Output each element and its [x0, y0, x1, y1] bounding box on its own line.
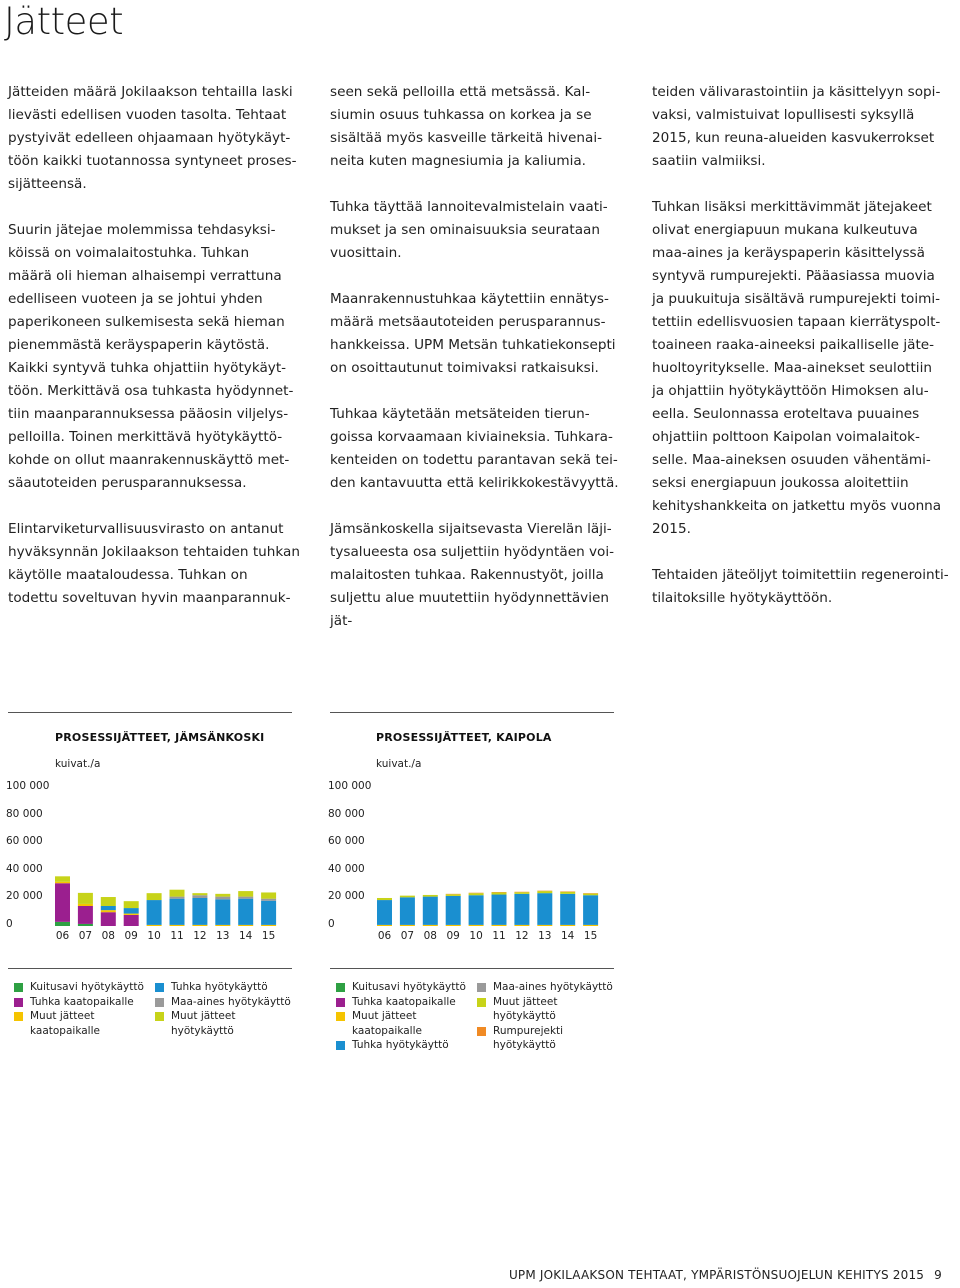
legend-item: [155, 980, 291, 995]
y-tick-label: 20 000: [6, 890, 43, 903]
paragraph: Suurin jätejae molemmissa tehdasyksi- köissä on voimalaitostuhka. Tuhkan määrä oli hieman alhaisempi verrattuna edelliseen vuoteen ja se johtui yhden paperikoneen sulkemisesta sekä hieman pienemmästä keräyspaperin käytöstä. Kaikki syntyvä tuhka ohjattiin hyötykäyt- töön. Merkittävä osa tuhkasta hyödynnet- tiin maanparannuksessa pääosin viljelys- pelloilla. Toinen merkittävä hyötykäyttö- kohde on ollut maanrakennuskäyttö met- säautoteiden perusparannuksessa.: [8, 222, 294, 491]
legend-swatch: [155, 1012, 164, 1021]
bar-segment: [170, 897, 185, 899]
text-column-3: [652, 81, 952, 633]
legend-label: Kuitusavi hyötykäyttö: [352, 981, 466, 993]
legend-swatch: [336, 1041, 345, 1050]
legend-label: Muut jätteet hyötykäyttö: [493, 995, 558, 1022]
text-column-2: [330, 81, 622, 656]
bar-segment: [261, 899, 276, 901]
bar-segment: [78, 906, 93, 924]
legend-label: Rumpurejekti hyötykäyttö: [493, 1024, 564, 1051]
bar-segment: [423, 925, 438, 926]
bar-segment: [492, 925, 507, 926]
bar-segment: [377, 925, 392, 926]
bar-segment: [192, 898, 207, 925]
x-tick-label: 10: [147, 930, 161, 942]
legend-item: [336, 980, 466, 995]
bar-segment: [78, 893, 93, 904]
bar-segment: [192, 895, 207, 898]
paragraph: Jätteiden määrä Jokilaakson tehtailla laski lievästi edellisen vuoden tasolta. Tehtaat pystyivät edelleen ohjaamaan hyötykäyt- töön kaikki tuotannossa syntyneet proses- sijätteensä.: [8, 84, 297, 192]
legend-label: Maa-aines hyötykäyttö: [493, 981, 613, 993]
bar-segment: [101, 897, 116, 906]
legend-item: [477, 995, 613, 1024]
bar-segment: [514, 894, 529, 925]
bar-segment: [400, 897, 415, 925]
bar-segment: [78, 904, 93, 906]
x-tick-label: 09: [124, 930, 138, 942]
bar-segment: [261, 901, 276, 925]
legend-jamsankoski-left: [14, 980, 144, 1038]
x-tick-label: 11: [170, 930, 184, 942]
legend-item: [155, 1009, 291, 1038]
paragraph: Tuhkan lisäksi merkittävimmät jätejakeet olivat energiapuun mukana kulkeutuva maa-aines ja keräyspaperin käsittelyssä syntyvä rumpurejekti. Pääasiassa muovia ja puukuituja sisältävä rumpurejekti toimi- tettiin edellisvuosien tapaan kierrätyspolt- toaineen raaka-aineeksi paikalliselle jäte- huoltoyritykselle. Maa-ainekset seulottiin ja ohjattiin hyötykäyttöön Himoksen alu- eella. Seulonnassa eroteltava puuaines ohjattiin polttoon Kaipolan voimalaitok- selle. Maa-aineksen osuuden vähentämi- seksi energiapuun joukossa aloitettiin kehityshankkeita on jatkettu myös vuonna 2015.: [652, 199, 942, 537]
bar-segment: [170, 899, 185, 925]
x-tick-label: 09: [446, 930, 460, 942]
bar-segment: [78, 924, 93, 926]
y-tick-label: 80 000: [328, 807, 365, 820]
legend-label: Muut jätteet hyötykäyttö: [171, 1010, 236, 1037]
y-tick-label: 60 000: [6, 835, 43, 848]
bar-segment: [446, 894, 461, 896]
paragraph: teiden välivarastointiin ja käsittelyyn sopi- vaksi, valmistuivat lopullisesti syksyllä 2015, kun reuna-alueiden kasvukerrokset saatiin valmiiksi.: [652, 84, 941, 169]
chart-unit-label: kuivat./a: [376, 758, 422, 770]
legend-swatch: [336, 983, 345, 992]
legend-label: Maa-aines hyötykäyttö: [171, 995, 291, 1008]
legend-swatch: [14, 998, 23, 1007]
legend-item: [336, 995, 466, 1010]
bar-segment: [261, 925, 276, 926]
legend-label: Muut jätteet kaatopaikalle: [352, 1010, 422, 1037]
legend-swatch: [336, 1012, 345, 1021]
chart-divider: [8, 712, 292, 713]
bar-segment: [377, 900, 392, 925]
legend-swatch: [14, 1012, 23, 1021]
legend-item: [14, 1009, 144, 1038]
bar-segment: [400, 925, 415, 926]
paragraph: Jämsänkoskella sijaitsevasta Vierelän läji- tysalueesta osa suljettiin hyödyntäen voi- malaitosten tuhkaa. Rakennustyöt, joilla suljettu alue muutettiin hyödynnettävien jät-: [330, 521, 615, 629]
bar-segment: [560, 925, 575, 926]
x-tick-label: 10: [469, 930, 483, 942]
paragraph: Tuhka täyttää lannoitevalmistelain vaati- mukset ja sen ominaisuuksia seurataan vuosittain.: [330, 199, 608, 261]
bar-segment: [514, 925, 529, 926]
bar-segment: [423, 897, 438, 925]
paragraph: Elintarviketurvallisuusvirasto on antanut hyväksynnän Jokilaakson tehtaiden tuhkan käytölle maataloudessa. Tuhkan on todettu soveltuvan hyvin maanparannuk-: [8, 521, 300, 606]
y-tick-label: 0: [6, 918, 13, 930]
x-tick-label: 14: [561, 930, 575, 942]
bar-segment: [583, 925, 598, 926]
bar-segment: [537, 891, 552, 893]
bar-segment: [215, 894, 230, 897]
legend-label: Tuhka kaatopaikalle: [352, 995, 456, 1008]
x-tick-label: 13: [538, 930, 552, 942]
y-tick-label: 60 000: [328, 835, 365, 848]
paragraph: Tuhkaa käytetään metsäteiden tierun- goissa korvaamaan kiviaineksia. Tuhkara- kenteiden on todettu parantavan sekä tei- den kantavuutta että kelirikkokestävyyttä.: [330, 406, 619, 491]
bar-segment: [124, 901, 139, 908]
bar-segment: [514, 892, 529, 894]
text-column-1: [8, 81, 308, 633]
bar-segment: [238, 897, 253, 899]
bar-segment: [215, 897, 230, 900]
y-tick-label: 100 000: [6, 780, 50, 792]
bar-segment: [192, 925, 207, 926]
y-tick-label: 100 000: [328, 780, 372, 792]
bar-segment: [215, 925, 230, 926]
bar-segment: [192, 893, 207, 895]
bar-segment: [469, 925, 484, 926]
bar-segment: [537, 925, 552, 926]
x-tick-label: 08: [423, 930, 437, 942]
legend-item: [14, 980, 144, 995]
bar-segment: [170, 925, 185, 926]
y-tick-label: 40 000: [6, 862, 43, 875]
paragraph: seen sekä pelloilla että metsässä. Kal- siumin osuus tuhkassa on korkea ja se sisältää myös kasveille tärkeitä hivenai- neita kuten magnesiumia ja kaliumia.: [330, 84, 603, 169]
y-tick-label: 40 000: [328, 862, 365, 875]
bar-segment: [170, 890, 185, 897]
bar-segment: [101, 912, 116, 926]
bar-segment: [124, 915, 139, 926]
x-tick-label: 15: [583, 930, 598, 942]
legend-label: Kuitusavi hyötykäyttö: [30, 981, 144, 993]
bar-segment: [423, 895, 438, 897]
bar-segment: [492, 892, 507, 894]
legend-swatch: [477, 983, 486, 992]
bar-segment: [215, 899, 230, 925]
x-tick-label: 06: [377, 930, 392, 942]
x-tick-label: 11: [492, 930, 506, 942]
bar-segment: [537, 893, 552, 925]
bar-segment: [400, 896, 415, 898]
bar-segment: [238, 891, 253, 897]
legend-label: Tuhka kaatopaikalle: [30, 995, 134, 1008]
bar-segment: [446, 925, 461, 926]
x-tick-label: 07: [400, 930, 415, 942]
legend-item: [336, 1009, 466, 1038]
paragraph: Tehtaiden jäteöljyt toimitettiin regenerointi- tilaitoksille hyötykäyttöön.: [652, 567, 949, 606]
bar-segment: [238, 899, 253, 925]
legend-swatch: [336, 998, 345, 1007]
chart-title: PROSESSIJÄTTEET, JÄMSÄNKOSKI: [55, 731, 265, 744]
x-tick-label: 15: [261, 930, 276, 942]
bar-segment: [55, 922, 70, 926]
y-tick-label: 0: [328, 918, 335, 930]
legend-divider: [330, 968, 614, 969]
bar-segment: [560, 894, 575, 925]
chart-divider: [330, 712, 614, 713]
chart-bars: [55, 783, 295, 926]
legend-divider: [8, 968, 292, 969]
legend-item: [477, 980, 613, 995]
bar-segment: [55, 883, 70, 922]
legend-label: Tuhka hyötykäyttö: [171, 981, 268, 993]
legend-swatch: [477, 998, 486, 1007]
bar-segment: [261, 892, 276, 898]
bar-segment: [101, 910, 116, 912]
legend-label: Muut jätteet kaatopaikalle: [30, 1010, 100, 1037]
page-title: Jätteet: [4, 0, 124, 43]
bar-segment: [492, 895, 507, 925]
x-tick-label: 14: [239, 930, 253, 942]
bar-segment: [446, 896, 461, 925]
legend-item: [14, 995, 144, 1010]
bar-segment: [147, 900, 162, 925]
legend-item: [336, 1038, 466, 1053]
chart-title: PROSESSIJÄTTEET, KAIPOLA: [376, 731, 552, 744]
bar-segment: [101, 906, 116, 910]
legend-swatch: [477, 1027, 486, 1036]
legend-item: [155, 995, 291, 1010]
bar-segment: [124, 914, 139, 915]
legend-kaipola-left: [336, 980, 466, 1053]
footer-text: UPM JOKILAAKSON TEHTAAT, YMPÄRISTÖNSUOJELUN KEHITYS 2015: [508, 1268, 925, 1282]
x-tick-label: 06: [55, 930, 70, 942]
chart-bars: [377, 783, 617, 926]
bar-segment: [55, 876, 70, 882]
bar-segment: [238, 925, 253, 926]
legend-label: Tuhka hyötykäyttö: [352, 1039, 449, 1051]
legend-jamsankoski-right: [155, 980, 291, 1038]
page-number: 9: [934, 1268, 942, 1282]
legend-swatch: [155, 983, 164, 992]
x-tick-label: 13: [216, 930, 230, 942]
legend-kaipola-right: [477, 980, 613, 1053]
bar-segment: [469, 895, 484, 925]
bar-segment: [124, 908, 139, 914]
x-tick-label: 08: [101, 930, 115, 942]
bar-segment: [560, 892, 575, 894]
bar-segment: [583, 895, 598, 925]
x-tick-label: 07: [78, 930, 93, 942]
y-tick-label: 20 000: [328, 890, 365, 903]
bar-segment: [583, 894, 598, 896]
paragraph: Maanrakennustuhkaa käytettiin ennätys- määrä metsäautoteiden perusparannus- hankkeissa. UPM Metsän tuhkatiekonsepti on osoittautunut toimivaksi ratkaisuksi.: [330, 291, 616, 376]
bar-segment: [147, 925, 162, 926]
bar-segment: [55, 882, 70, 883]
legend-item: [477, 1024, 613, 1053]
x-tick-label: 12: [515, 930, 529, 942]
y-tick-label: 80 000: [6, 807, 43, 820]
bar-segment: [377, 898, 392, 900]
x-tick-label: 12: [193, 930, 207, 942]
legend-swatch: [155, 998, 164, 1007]
page-footer: [509, 1268, 942, 1282]
bar-segment: [147, 893, 162, 900]
legend-swatch: [14, 983, 23, 992]
bar-segment: [469, 893, 484, 895]
chart-unit-label: kuivat./a: [55, 758, 101, 770]
